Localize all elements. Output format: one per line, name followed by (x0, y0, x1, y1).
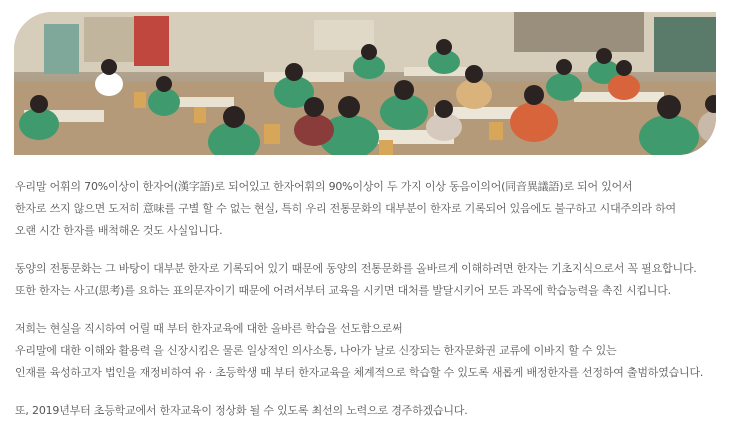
text-line: 오랜 시간 한자를 배척해온 것도 사실입니다. (15, 224, 223, 237)
classroom-banner-image (14, 12, 716, 155)
text-line: 동양의 전통문화는 그 바탕이 대부분 한자로 기록되어 있기 때문에 동양의 전통문화를 올바르게 이해하려면 한자는 기초지식으로서 꼭 필요합니다. (15, 262, 697, 275)
text-line: 우리말에 대한 이해와 활용력 을 신장시킴은 물론 일상적인 의사소통, 나아가 날로 신장되는 한자문화권 교류에 이바지 할 수 있는 (15, 344, 617, 357)
text-line: 인재를 육성하고자 법인을 재정비하여 유 · 초등학생 때 부터 한자교육을 체계적으로 학습할 수 있도록 새롭게 배정한자를 선정하여 출범하였습니다. (15, 366, 704, 379)
paragraph-4 (15, 400, 715, 422)
paragraph-3 (15, 318, 715, 384)
text-line: 또, 2019년부터 초등학교에서 한자교육이 정상화 될 수 있도록 최선의 노력으로 경주하겠습니다. (15, 404, 468, 417)
text-line: 우리말 어휘의 70%이상이 한자어(漢字語)로 되어있고 한자어휘의 90%이상이 두 가지 이상 동음이의어(同音異議語)로 되어 있어서 (15, 180, 633, 193)
paragraph-2 (15, 258, 715, 302)
text-line: 또한 한자는 사고(思考)를 요하는 표의문자이기 때문에 어려서부터 교육을 시키면 대처를 발달시키어 모든 과목에 학습능력을 촉진 시킵니다. (15, 284, 671, 297)
classroom-photo-icon (14, 12, 716, 155)
paragraph-1 (15, 176, 715, 242)
intro-text-body (15, 176, 715, 438)
text-line: 한자로 쓰지 않으면 도저히 意味를 구별 할 수 없는 현실, 특히 우리 전통문화의 대부분이 한자로 기록되어 있음에도 불구하고 시대주의라 하여 (15, 202, 676, 215)
text-line: 저희는 현실을 직시하여 어릴 때 부터 한자교육에 대한 올바른 학습을 선도함으로써 (15, 322, 403, 335)
